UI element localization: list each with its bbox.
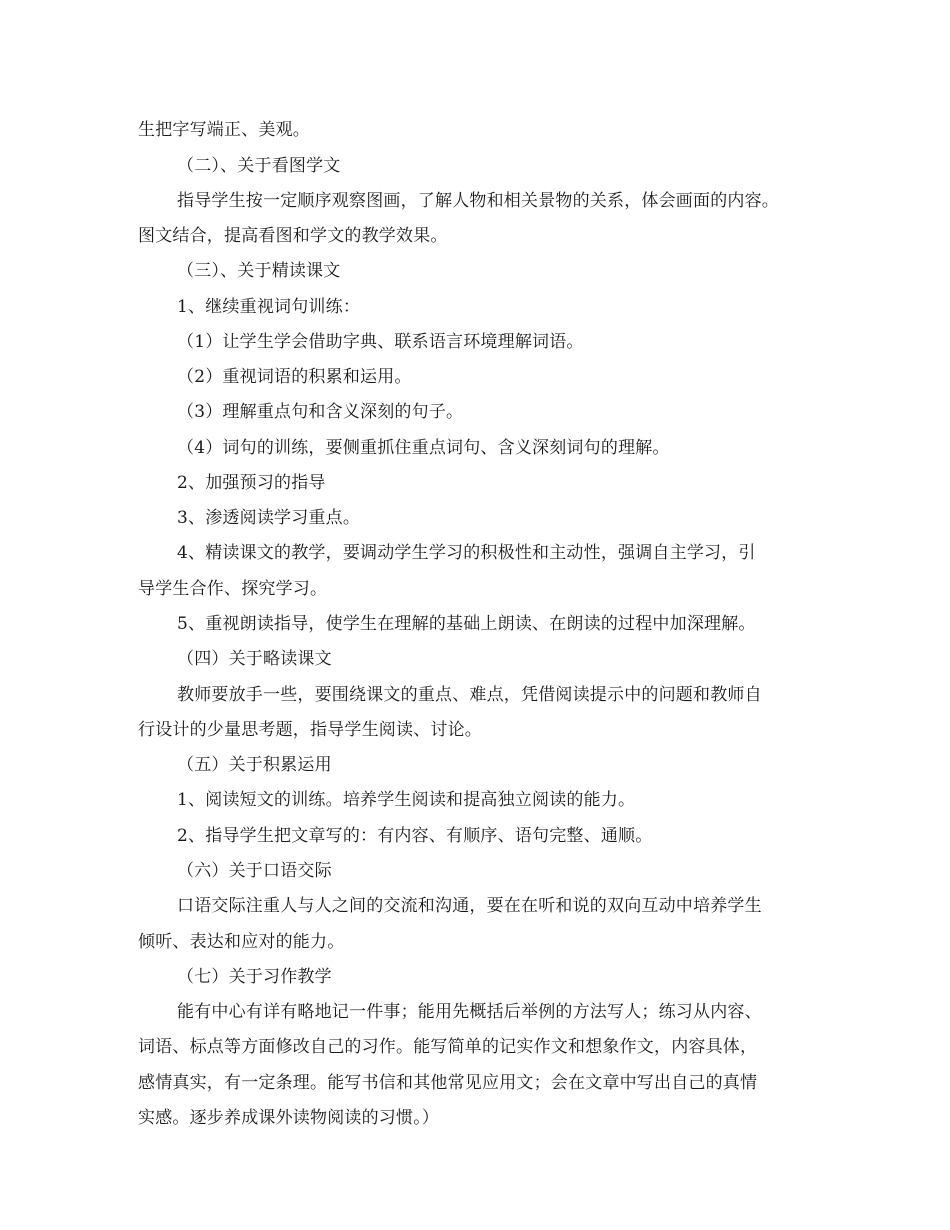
section-heading: （六）关于口语交际 (177, 861, 332, 881)
section-heading: （四）关于略读课文 (177, 649, 332, 669)
text-line: 实感。逐步养成课外读物阅读的习惯。） (138, 1108, 440, 1128)
section-heading: （七）关于习作教学 (177, 967, 332, 987)
section-heading: （三）、关于精读课文 (177, 261, 341, 281)
text-line: 口语交际注重人与人之间的交流和沟通，要在在听和说的双向互动中培养学生 (177, 896, 762, 916)
text-line: 4、精读课文的教学，要调动学生学习的积极性和主动性，强调自主学习，引 (177, 543, 756, 563)
text-line: （1）让学生学会借助字典、联系语言环境理解词语。 (177, 332, 584, 352)
text-line: 能有中心有详有略地记一件事；能用先概括后举例的方法写人；练习从内容、 (177, 1002, 762, 1022)
text-line: 1、阅读短文的训练。培养学生阅读和提高独立阅读的能力。 (177, 790, 636, 810)
text-line: 2、加强预习的指导 (177, 473, 326, 493)
text-line: 3、渗透阅读学习重点。 (177, 508, 361, 528)
text-line: 教师要放手一些，要围绕课文的重点、难点，凭借阅读提示中的问题和教师自 (177, 685, 762, 705)
text-line: 1、继续重视词句训练： (177, 297, 361, 317)
text-line: 5、重视朗读指导，使学生在理解的基础上朗读、在朗读的过程中加深理解。 (177, 614, 756, 634)
text-line: 感情真实，有一定条理。能写书信和其他常见应用文；会在文章中写出自己的真情 (138, 1073, 758, 1093)
text-line: 词语、标点等方面修改自己的习作。能写简单的记实作文和想象作文，内容具体， (138, 1037, 758, 1057)
text-line: （2）重视词语的积累和运用。 (177, 367, 412, 387)
text-line: 导学生合作、探究学习。 (138, 579, 328, 599)
text-line: 2、指导学生把文章写的：有内容、有顺序、语句完整、通顺。 (177, 826, 653, 846)
section-heading: （二）、关于看图学文 (177, 156, 341, 176)
text-line: 指导学生按一定顺序观察图画，了解人物和相关景物的关系，体会画面的内容。 (177, 191, 779, 211)
section-heading: （五）关于积累运用 (177, 755, 332, 775)
text-line: （3）理解重点句和含义深刻的句子。 (177, 402, 464, 422)
text-line: 倾听、表达和应对的能力。 (138, 932, 345, 952)
text-line: 生把字写端正、美观。 (138, 120, 310, 140)
text-line: （4）词句的训练，要侧重抓住重点词句、含义深刻词句的理解。 (177, 438, 670, 458)
text-line: 行设计的少量思考题，指导学生阅读、讨论。 (138, 720, 482, 740)
text-line: 图文结合，提高看图和学文的教学效果。 (138, 226, 448, 246)
